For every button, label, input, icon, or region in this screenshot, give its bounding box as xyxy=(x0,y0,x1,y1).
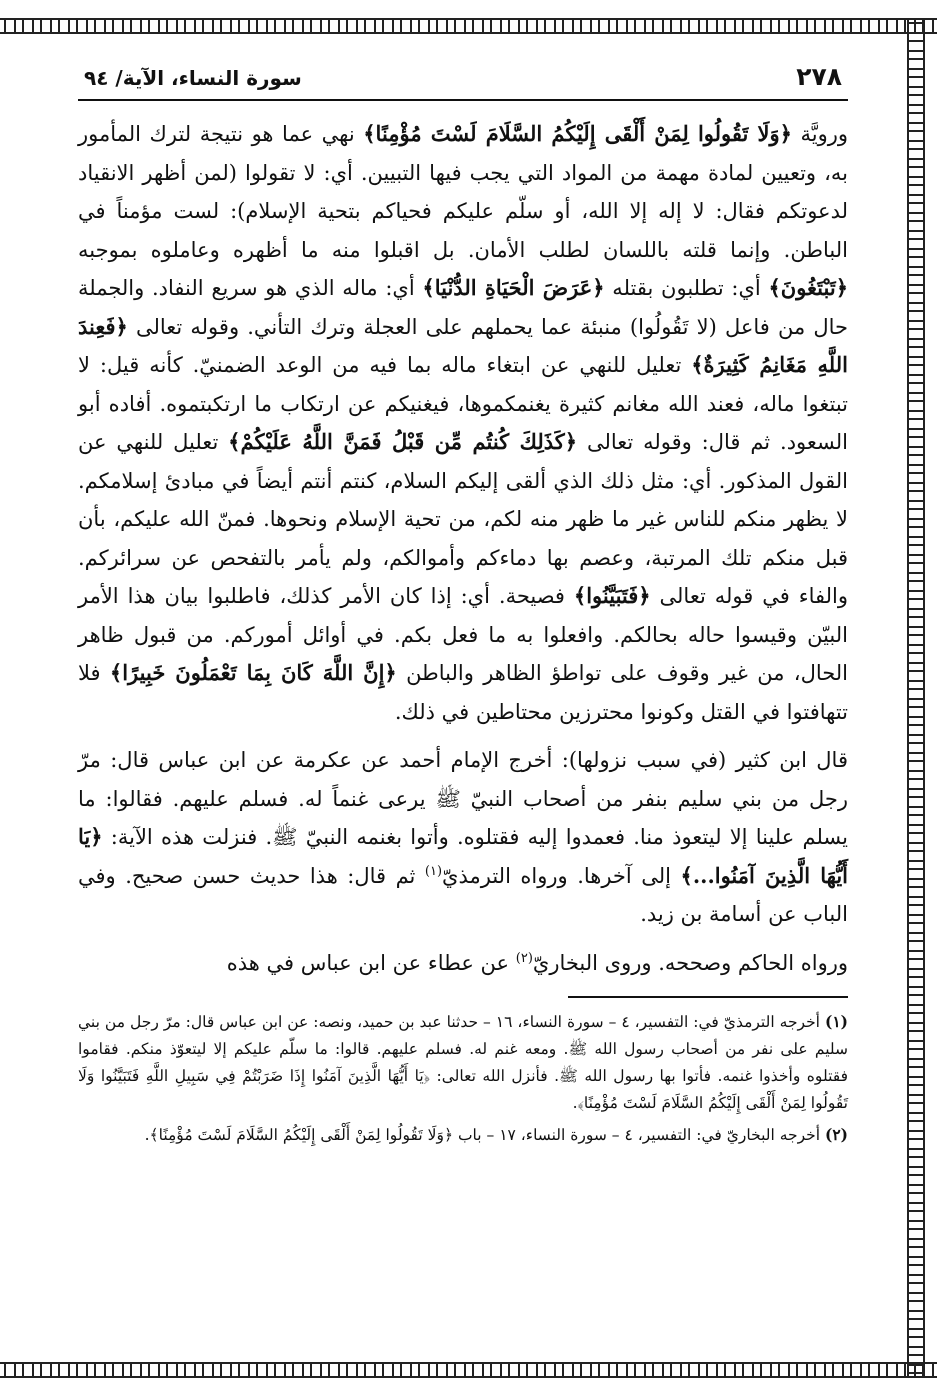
text-segment: نهي عما هو نتيجة لترك المأمور به، وتعيين لمادة مهمة من المواد التي يجب فيها التبيين. أي: لا تقولوا (لمن أظهر الانقياد لدعوتكم فقال: لا إله إلا الله، أو سلّم عليكم فحياكم بتحية الإسلام): لست مؤمناً في الباطن. وإنما قلته باللسان لطلب الأمان. بل اقبلوا منه ما أظهره وعاملوه بموجبه xyxy=(78,122,848,262)
quran-verse: ﴿يَا أَيُّهَا الَّذِينَ آمَنُوا...﴾ xyxy=(78,824,848,888)
footnotes xyxy=(78,1008,848,1149)
running-header xyxy=(78,62,848,101)
text-segment: أي: ماله الذي هو سريع النفاد. والجملة حال من فاعل (لا تَقُولُوا) منبئة عما يحملهم على العجلة وترك التأني. وقوله تعالى xyxy=(78,276,848,339)
text-segment: ثم قال: هذا حديث حسن صحيح. وفي الباب عن أسامة بن زيد. xyxy=(78,863,848,926)
quran-verse: ﴿إِنَّ اللَّهَ كَانَ بِمَا تَعْمَلُونَ خَبِيرًا﴾ xyxy=(109,660,397,685)
quran-verse: ﴿تَبْتَغُونَ﴾ xyxy=(768,275,848,300)
footnote xyxy=(78,1008,848,1117)
paragraph xyxy=(78,944,848,983)
footnote-ref: (٢) xyxy=(515,950,533,966)
quran-verse: ﴿كَذَلِكَ كُنتُم مِّن قَبْلُ فَمَنَّ اللَّهُ عَلَيْكُمْ﴾ xyxy=(228,429,578,454)
decorative-border-top xyxy=(0,18,937,34)
text-segment: تعليل للنهي عن القول المذكور. أي: مثل ذلك الذي ألقى إليكم السلام، كنتم أنتم أيضاً في مبادئ إسلامكم. لا يظهر منكم للناس غير ما ظهر منه لكم، من تحية الإسلام ونحوها. فمنّ الله عليكم، بأن قبل منكم تلك المرتبة، وعصم بها دماءكم وأموالكم، ولم يأمر بالتفحص عن سرائركم. والفاء في قوله تعالى xyxy=(78,430,848,608)
quran-verse: ﴿فَعِندَ اللَّهِ مَغَانِمُ كَثِيرَةٌ﴾ xyxy=(78,313,848,377)
quran-verse: ﴿وَلَا تَقُولُوا لِمَنْ أَلْقَى إِلَيْكُمُ السَّلَامَ لَسْتَ مُؤْمِنًا﴾ xyxy=(363,121,792,146)
text-segment: ورويَّة xyxy=(791,122,849,146)
decorative-border-bottom xyxy=(0,1362,937,1378)
text-segment: تعليل للنهي عن ابتغاء ماله بما فيه من الوعد الضمنيّ. كأنه قيل: لا تبتغوا ماله، فعند الله مغانم كثيرة يغنمكموها، فيغنيكم عن ارتكاب ما ارتكبتموه. أفاده أبو السعود. ثم قال: وقوله تعالى xyxy=(78,353,848,454)
text-segment: عن عطاء عن ابن عباس في هذه xyxy=(226,950,516,975)
paragraph xyxy=(78,741,848,934)
text-segment: قال ابن كثير (في سبب نزولها): أخرج الإمام أحمد عن عكرمة عن ابن عباس قال: مرّ رجل من بني سليم بنفر من أصحاب النبيّ ﷺ يرعى غنماً له. فسلم عليهم. فقالوا: ما يسلم علينا إلا ليتعوذ منا. فعمدوا إليه فقتلوه. وأتوا بغنمه النبيّ ﷺ. فنزلت هذه الآية: xyxy=(78,748,848,849)
footnote-ref: (١) xyxy=(424,863,443,879)
paragraph xyxy=(78,115,848,731)
book-page xyxy=(78,62,848,1153)
footnote-text: أخرجه البخاريّ في: التفسير، ٤ – سورة النساء، ١٧ – باب ﴿وَلَا تَقُولُوا لِمَنْ أَلْقَى إِلَيْكُمُ السَّلَامَ لَسْتَ مُؤْمِنًا﴾. xyxy=(144,1126,821,1144)
quran-verse: ﴿عَرَضَ الْحَيَاةِ الدُّنْيَا﴾ xyxy=(422,275,605,300)
main-text xyxy=(78,115,848,982)
surah-title: سورة النساء، الآية/ ٩٤ xyxy=(84,66,302,90)
quran-verse: ﴿فَتَبَيَّنُوا﴾ xyxy=(573,583,651,608)
page-number: ٢٧٨ xyxy=(796,62,842,91)
text-segment: إلى آخرها. ورواه الترمذيّ xyxy=(442,863,681,888)
footnote-number: (٢) xyxy=(824,1125,848,1144)
text-segment: فلا تتهافتوا في القتل وكونوا محترزين محتاطين في ذلك. xyxy=(78,661,848,724)
footnote-text: أخرجه الترمذيّ في: التفسير، ٤ – سورة النساء، ١٦ – حدثنا عبد بن حميد، ونصه: عن ابن عباس قال: مرّ رجل من بني سليم على نفر من أصحاب رسول الله ﷺ. ومعه غنم له. فسلم عليهم. قالوا: ما سلّم عليكم إلا ليتعوّذ منكم. فقاموا فقتلوه وأخذوا غنمه. فأتوا بها رسول الله ﷺ. فأنزل الله تعالى: ﴿يَا أَيُّهَا الَّذِينَ آمَنُوا إِذَا ضَرَبْتُمْ فِي سَبِيلِ اللَّهِ فَتَبَيَّنُوا وَلَا تَقُولُوا لِمَنْ أَلْقَى إِلَيْكُمُ السَّلَامَ لَسْتَ مُؤْمِنًا﴾. xyxy=(78,1013,848,1112)
footnote-number: (١) xyxy=(824,1012,848,1031)
footnote xyxy=(78,1121,848,1149)
text-segment: ورواه الحاكم وصححه. وروى البخاريّ xyxy=(532,950,848,975)
footnote-divider xyxy=(568,996,848,998)
text-segment: أي: تطلبون بقتله xyxy=(604,276,769,300)
decorative-border-right xyxy=(907,18,925,1378)
text-segment: فصيحة. أي: إذا كان الأمر كذلك، فاطلبوا بيان هذا الأمر البيّن وقيسوا حاله بحالكم. وافعلوا به ما فعل بكم. في أوائل أموركم. من قبول ظاهر الحال، من غير وقوف على تواطؤ الظاهر والباطن xyxy=(78,584,849,685)
